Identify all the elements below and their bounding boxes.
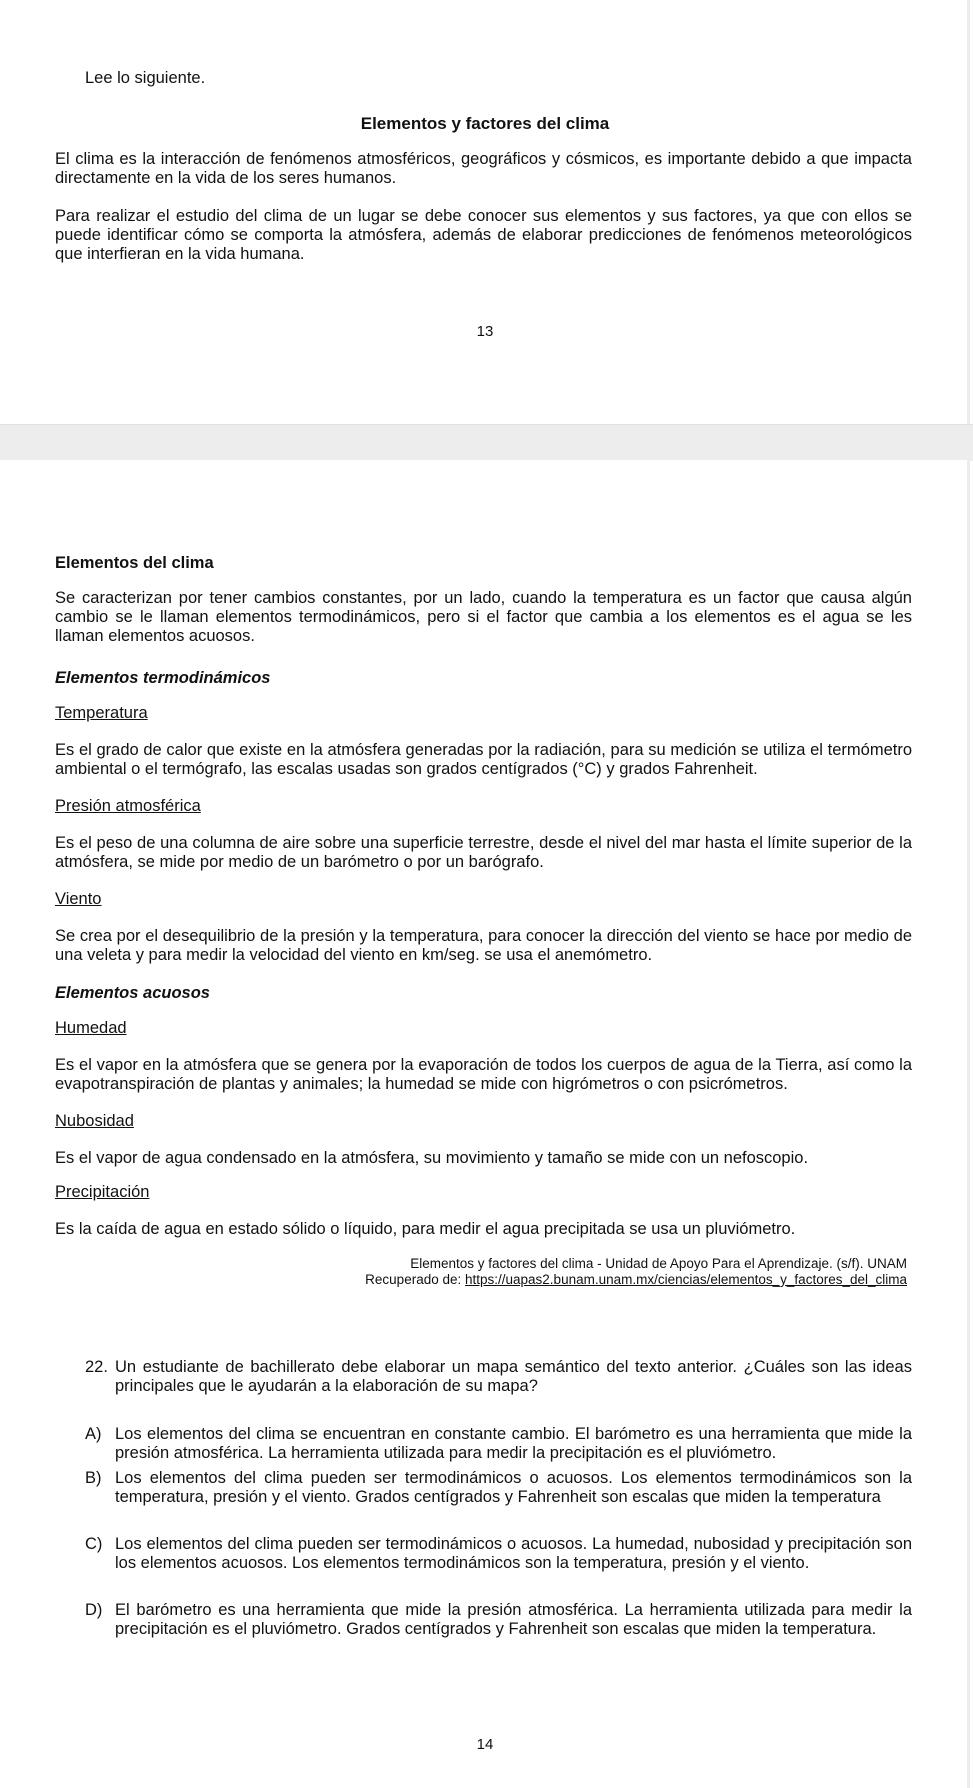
option-c[interactable]	[85, 1535, 912, 1573]
question-22	[85, 1358, 912, 1396]
paragraph-1: El clima es la interacción de fenómenos atmosféricos, geográficos y cósmicos, es importante debido a que impacta directamente en la vida de los seres humanos.	[55, 150, 912, 187]
reference-line-1: Elementos y factores del clima - Unidad de Apoyo Para el Aprendizaje. (s/f). UNAM	[410, 1256, 907, 1271]
humedad-text: Es el vapor en la atmósfera que se genera por la evaporación de todos los cuerpos de agua de la Tierra, así como la evapotranspiración de plantas y animales; la humedad se mide con higrómetros o con psicrómetros.	[55, 1056, 912, 1093]
intro-paragraph: Se caracterizan por tener cambios constantes, por un lado, cuando la temperatura es un factor que causa algún cambio se le llaman elementos termodinámicos, pero si el factor que cambia a los elementos es el agua se les llaman elementos acuosos.	[55, 589, 912, 645]
heading-elementos-del-clima: Elementos del clima	[55, 554, 214, 572]
heading-elementos-termodinamicos: Elementos termodinámicos	[55, 669, 271, 687]
heading-precipitacion: Precipitación	[55, 1183, 150, 1201]
reference-link[interactable]: https://uapas2.bunam.unam.mx/ciencias/elementos_y_factores_del_clima	[465, 1272, 907, 1287]
option-letter: C)	[85, 1535, 103, 1553]
option-text: El barómetro es una herramienta que mide la presión atmosférica. La herramienta utilizada para medir la precipitación es el pluviómetro. Grados centígrados y Fahrenheit son escalas que miden la temperatura.	[115, 1601, 912, 1638]
reference-prefix: Recuperado de:	[365, 1272, 465, 1287]
nubosidad-text: Es el vapor de agua condensado en la atmósfera, su movimiento y tamaño se mide con un nefoscopio.	[55, 1149, 809, 1167]
page-number: 14	[476, 1736, 494, 1753]
temperatura-text: Es el grado de calor que existe en la atmósfera generadas por la radiación, para su medición se utiliza el termómetro ambiental o el termógrafo, las escalas usadas son grados centígrados (°C) y grados Fahrenheit.	[55, 741, 912, 778]
precipitacion-text: Es la caída de agua en estado sólido o líquido, para medir el agua precipitada se usa un pluviómetro.	[55, 1220, 796, 1238]
paragraph-2: Para realizar el estudio del clima de un lugar se debe conocer sus elementos y sus factores, ya que con ellos se puede identificar cómo se comporta la atmósfera, además de elaborar predicciones de fenómenos meteorológicos que interfieran en la vida humana.	[55, 207, 912, 263]
page-separator	[0, 424, 973, 461]
question-number: 22.	[85, 1358, 108, 1376]
heading-elementos-acuosos: Elementos acuosos	[55, 984, 210, 1002]
option-b[interactable]	[85, 1469, 912, 1507]
option-text: Los elementos del clima se encuentran en constante cambio. El barómetro es una herramienta que mide la presión atmosférica. La herramienta utilizada para medir la precipitación es el pluviómetro.	[115, 1425, 912, 1462]
option-letter: D)	[85, 1601, 103, 1619]
option-letter: A)	[85, 1425, 102, 1443]
document-page-14	[0, 460, 970, 1788]
viento-text: Se crea por el desequilibrio de la presión y la temperatura, para conocer la dirección del viento se hace por medio de una veleta y para medir la velocidad del viento en km/seg. se usa el anemómetro.	[55, 927, 912, 964]
heading-nubosidad: Nubosidad	[55, 1112, 134, 1130]
heading-viento: Viento	[55, 890, 102, 908]
option-d[interactable]	[85, 1601, 912, 1639]
section-title: Elementos y factores del clima	[360, 114, 610, 133]
reference-line-2	[365, 1272, 907, 1288]
document-page-13	[0, 0, 970, 424]
instruction-text: Lee lo siguiente.	[85, 69, 206, 87]
reference-citation	[365, 1256, 907, 1288]
heading-humedad: Humedad	[55, 1019, 127, 1037]
heading-presion-atmosferica: Presión atmosférica	[55, 797, 201, 815]
presion-text: Es el peso de una columna de aire sobre una superficie terrestre, desde el nivel del mar hasta el límite superior de la atmósfera, se mide por medio de un barómetro o por un barógrafo.	[55, 834, 912, 871]
option-text: Los elementos del clima pueden ser termodinámicos o acuosos. La humedad, nubosidad y precipitación son los elementos acuosos. Los elementos termodinámicos son la temperatura, presión y el viento.	[115, 1535, 912, 1572]
option-text: Los elementos del clima pueden ser termodinámicos o acuosos. Los elementos termodinámicos son la temperatura, presión y el viento. Grados centígrados y Fahrenheit son escalas que miden la temperatura	[115, 1469, 912, 1506]
page-number: 13	[476, 323, 494, 340]
option-letter: B)	[85, 1469, 102, 1487]
option-a[interactable]	[85, 1425, 912, 1463]
question-text: Un estudiante de bachillerato debe elaborar un mapa semántico del texto anterior. ¿Cuáles son las ideas principales que le ayudarán a la elaboración de su mapa?	[115, 1358, 912, 1395]
heading-temperatura: Temperatura	[55, 704, 148, 722]
